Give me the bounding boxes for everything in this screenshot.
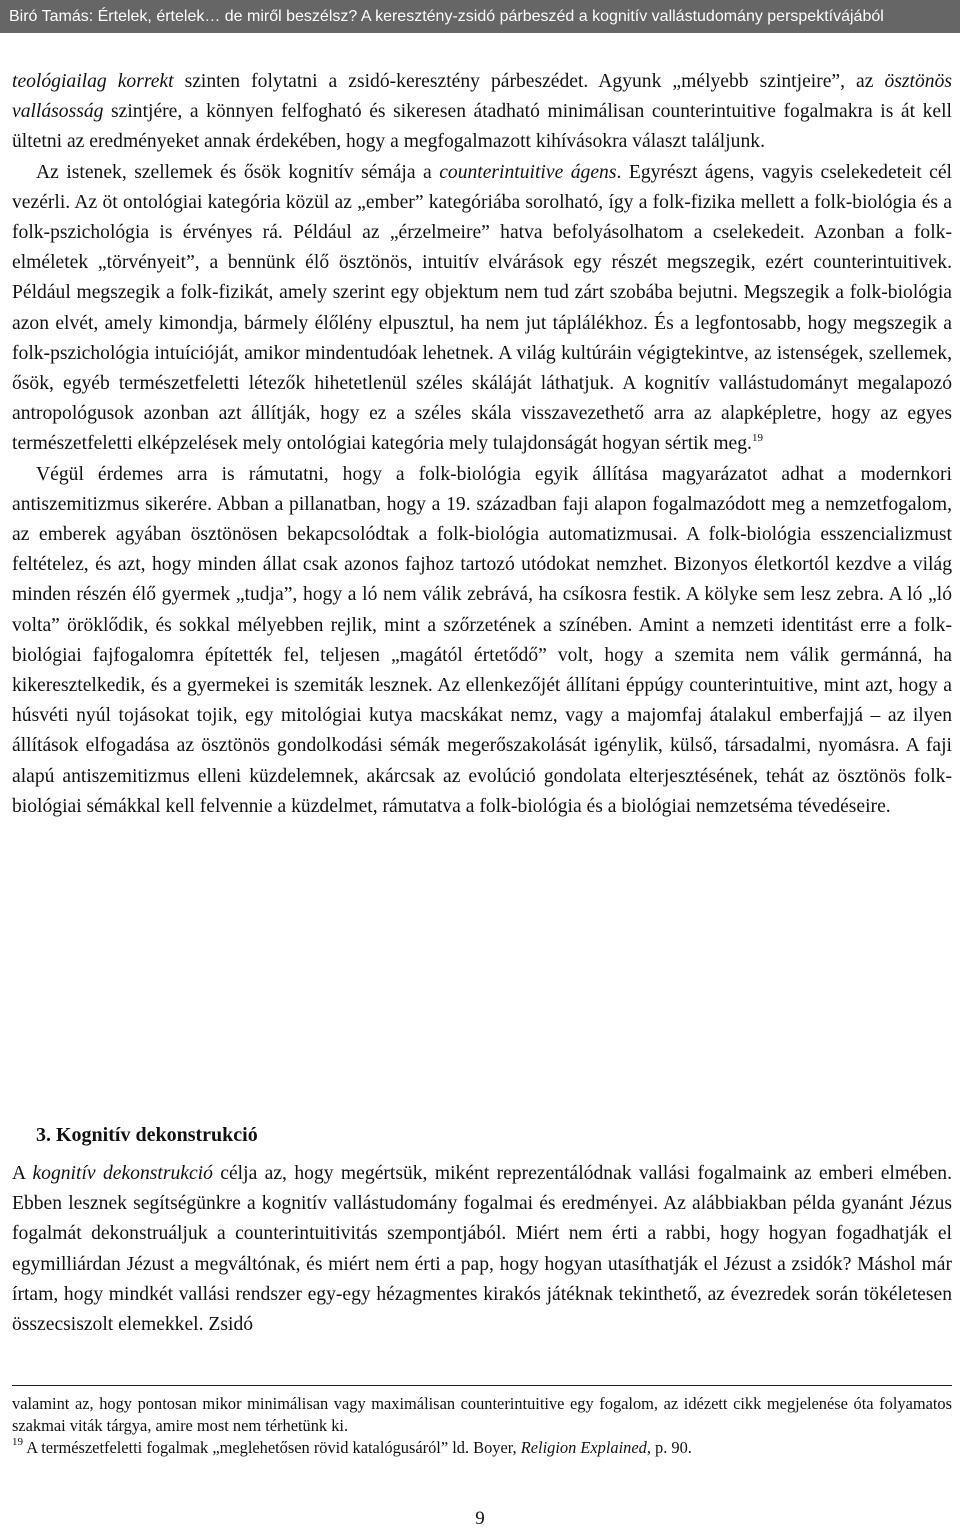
text-run: , p. 90. [646, 1438, 692, 1457]
section-text [12, 1159, 952, 1340]
paragraph [12, 67, 952, 158]
page-number: 9 [475, 1508, 485, 1529]
footnote-number: 19 [12, 1436, 23, 1448]
emphasis: teológiailag korrekt [12, 71, 174, 92]
running-header: Biró Tamás: Értelek, értelek… de miről beszélsz? A keresztény-zsidó párbeszéd a kognitív vallástudomány perspektívájából [0, 0, 960, 33]
section-heading: 3. Kognitív dekonstrukció [36, 1124, 258, 1146]
emphasis: kognitív dekonstrukció [32, 1163, 213, 1184]
footnote-continued: valamint az, hogy pontosan mikor minimálisan vagy maximálisan counterintuitive egy fogalom, az idézett cikk megjelenése óta folyamatos szakmai viták tárgya, amire most nem térhetünk ki. [12, 1394, 952, 1435]
text-run: szinten folytatni a zsidó-keresztény párbeszédet. Agyunk „mélyebb szintjeire”, az [173, 71, 885, 92]
footnote-ref-19[interactable]: 19 [751, 432, 763, 445]
emphasis: Religion Explained [520, 1438, 647, 1457]
footnote-divider [12, 1385, 952, 1386]
emphasis: counterintuitive ágens [439, 161, 617, 183]
text-run: A [12, 1163, 33, 1184]
footnotes [12, 1393, 952, 1459]
text-run: Az istenek, szellemek és ősök kognitív sémája a [36, 161, 440, 183]
text-run: Végül érdemes arra is rámutatni, hogy a folk-biológia egyik állítása magyarázatot adhat a modernkori antiszemitizmus sikerére. Abban a pillanatban, hogy a 19. században faji alapon fogalmazódott meg a nemzetfogalom, az emberek agyában ösztönösen bekapcsolódtak a folk-biológia automatizmusai. A folk-biológia esszencializmust feltételez, és azt, hogy minden állat csak azonos fajhoz tartozó utódokat nemzhet. Bizonyos életkortól kezdve a világ minden részén élő gyermek „tudja”, hogy a ló nem válik zebrává, ha csíkosra festik. A kölyke sem lesz zebra. A ló „ló volta” öröklődik, és sokkal mélyebben rejlik, mint a szőrzetének a színében. Amint a nemzeti identitást erre a folk-biológiai fajfogalomra építették fel, teljesen „magától értetődő” volt, hogy a szemita nem válik germánná, ha kikeresztelkedik, és a gyermekei is szemiták lesznek. Az ellenkezőjét állítani éppúgy counterintuitive, mint azt, hogy a húsvéti nyúl tojásokat tojik, egy mitológiai kutya macskákat nemz, vagy a majomfaj átalakul emberfajjá – az ilyen állítások elfogadása az ösztönös gondolkodási sémák megerőszakolását igénylik, külső, társadalmi, nyomásra. A faji alapú antiszemitizmus elleni küzdelemnek, akárcsak az evolúció gondolata elterjesztésének, tehát az ösztönös folk-biológiai sémákkal kell felvennie a küzdelmet, rámutatva a folk-biológia és a biológiai nemzetséma tévedéseire. [12, 463, 952, 817]
text-run: A természetfeletti fogalmak „meglehetősen rövid katalógusáról” ld. Boyer, [23, 1438, 521, 1457]
paragraph [12, 1159, 952, 1340]
text-run: . Egyrészt ágens, vagyis cselekedeteit cél vezérli. Az öt ontológiai kategória közül az „ember” kategóriába sorolható, így a folk-fizika mellett a folk-biológia és a folk-pszichológia is érvényes rá. Például az „érzelmeire” hatva befolyásolhatom a cselekedeit. Azonban a folk-elméletek „törvényeit”, a bennünk élő ösztönös, intuitív elvárások egy részét megszegik, ezért counterintuitivek. Például megszegik a folk-fizikát, amely szerint egy objektum nem tud zárt szobába bejutni. Megszegik a folk-biológia azon elvét, amely kimondja, bármely élőlény elpusztul, ha nem jut táplálékhoz. És a legfontosabb, hogy megszegik a folk-pszichológia intuícióját, amikor mindentudóak lehetnek. A világ kultúráin végigtekintve, az istenségek, szellemek, ősök, egyéb természetfeletti létezők hihetetlenül széles skáláját láthatjuk. A kognitív vallástudományt megalapozó antropológusok azonban azt állítják, hogy ez a széles skála visszavezethető arra az alapképletre, hogy az egyes természetfeletti elképzelések mely ontológiai kategória mely tulajdonságát hogyan sértik meg. [12, 161, 953, 455]
paragraph [12, 158, 952, 460]
text-run: szintjére, a könnyen felfogható és sikeresen átadható minimálisan counterintuitive fogalmakra is át kell ültetni az eredményeket annak érdekében, hogy a megfogalmazott kihívásokra választ találjunk. [12, 101, 952, 153]
footnote-19 [12, 1437, 952, 1459]
paragraph [12, 460, 952, 822]
emphasis: ösztönös vallásosság [12, 71, 952, 123]
text-run: célja az, hogy megértsük, miként reprezentálódnak vallási fogalmaink az emberi elmében. Ebben lesznek segítségünkre a kognitív vallástudomány fogalmai és eredményei. Az alábbiakban példa gyanánt Jézus fogalmát dekonstruáljuk a counterintuitivitás szempontjából. Miért nem érti a rabbi, hogy hogyan fogadhatják el egymilliárdan Jézust a megváltónak, és miért nem érti a pap, hogy hogyan utasíthatják el Jézust a zsidók? Máshol már írtam, hogy mindkét vallási rendszer egy-egy hézagmentes kirakós játéknak tekinthető, az évezredek során tökéletesen összecsiszolt elemekkel. Zsidó [12, 1163, 952, 1336]
main-text [12, 67, 952, 822]
